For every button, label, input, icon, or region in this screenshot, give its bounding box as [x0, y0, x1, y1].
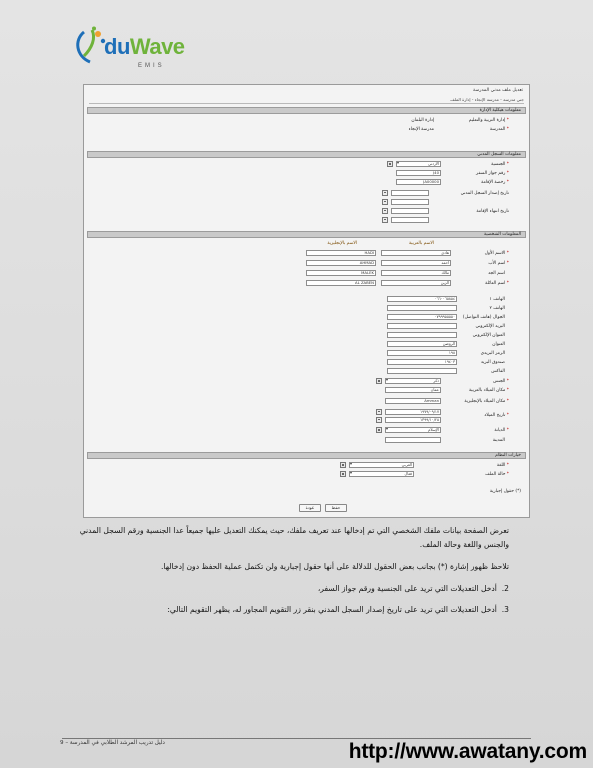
- label-mobile: الجوال (هاتف التواصل): [462, 315, 505, 320]
- father-name-ar-input[interactable]: أحمد: [381, 260, 451, 266]
- first-name-en-input[interactable]: HADI: [306, 250, 376, 256]
- label-phone2: الهاتف ٢: [489, 306, 505, 311]
- paragraph-required-fields: تلاحظ ظهور إشارة (*) بجانب بعض الحقول للدلالة على أنها حقول إجبارية ولن تكتمل عملية الحفظ دون إدخالها.: [161, 562, 509, 571]
- form-title: تعديل ملف مدني المدرسة: [472, 88, 523, 93]
- residence-input[interactable]: JA00000: [396, 179, 441, 185]
- expiry-date-input-2[interactable]: [391, 217, 429, 223]
- pobox-input[interactable]: ١٩٤٠٣: [387, 359, 457, 365]
- step-3-number: 3.: [501, 605, 509, 614]
- postal-code-input[interactable]: ١٩٨: [387, 350, 457, 356]
- birthdate-hijri-calendar-icon[interactable]: [376, 417, 382, 423]
- mobile-input[interactable]: ٠٧٩٩٩٥٥٥٥٠: [387, 314, 457, 320]
- first-name-ar-input[interactable]: هادي: [381, 250, 451, 256]
- label-family-name: * اسم العائلة: [485, 281, 509, 286]
- required-fields-note: (*) حقول إجبارية: [489, 489, 521, 494]
- label-birthplace-en: * مكان الميلاد بالإنجليزية: [464, 399, 509, 404]
- value-school: مدرسة الإنجاء: [408, 127, 434, 132]
- grandfather-name-ar-input[interactable]: مالك: [381, 270, 451, 276]
- issue-date-input[interactable]: [391, 190, 429, 196]
- label-passport: * رقم جواز السفر: [476, 171, 509, 176]
- birthplace-en-input[interactable]: Amman: [385, 398, 441, 404]
- label-pobox: صندوق البريد: [480, 360, 505, 365]
- phone1-input[interactable]: ٠٦٦٠٠٦٥٨٥٤: [387, 296, 457, 302]
- birthdate-calendar-icon[interactable]: [376, 409, 382, 415]
- language-checkbox[interactable]: [340, 462, 346, 468]
- web-address-input[interactable]: [387, 332, 457, 338]
- eduwave-wordmark: [104, 34, 185, 60]
- section-admin-header: معلومات هيكلية الإدارة: [87, 107, 526, 114]
- religion-select[interactable]: ▾ الإسلام: [385, 427, 441, 433]
- gender-select[interactable]: ▾ ذكر: [385, 378, 441, 384]
- birthdate-hijri-input[interactable]: ١٣٩٩/١٠/٢٥: [385, 417, 441, 423]
- step-2-number: 2.: [501, 584, 509, 593]
- step-2: [69, 582, 509, 596]
- section-civil-header: معلومات السجل المدني: [87, 151, 526, 158]
- email-input[interactable]: [387, 323, 457, 329]
- grandfather-name-en-input[interactable]: MALEK: [306, 270, 376, 276]
- file-status-select[interactable]: ▾ فعال: [349, 471, 414, 477]
- column-header-arabic: الاسم بالعربية: [408, 241, 434, 246]
- edit-profile-form-screenshot: [83, 84, 530, 518]
- expiry-date-calendar-icon[interactable]: [382, 208, 388, 214]
- footer-page-label: دليل تدريب المرشد الطلابي في المدرسة – 9: [60, 740, 165, 746]
- label-fax: الفاكس: [491, 369, 505, 374]
- file-status-checkbox[interactable]: [340, 471, 346, 477]
- section-system-header: خيارات النظام: [87, 452, 526, 459]
- label-expiry-date: تاريخ انتهاء الإقامة: [476, 209, 509, 214]
- birthplace-ar-input[interactable]: عمان: [385, 387, 441, 393]
- issue-date-input-2[interactable]: [391, 199, 429, 205]
- step-3-text: أدخل التعديلات التي تريد على تاريخ إصدار السجل المدني بنقر زر التقويم المجاور له، يظهر التقويم التالي:: [167, 605, 497, 614]
- label-city: المدينة: [492, 438, 505, 443]
- father-name-en-input[interactable]: AHMAD: [306, 260, 376, 266]
- label-birthdate: * تاريخ الميلاد: [484, 413, 509, 418]
- label-directorate: * إدارة التربية والتعليم: [468, 118, 509, 123]
- eduwave-logo-icon: [72, 26, 108, 66]
- label-residence: * رخصة الإقامة: [481, 180, 509, 185]
- label-language: * اللغة: [496, 463, 509, 468]
- back-button[interactable]: عودة: [299, 504, 321, 512]
- site-watermark: http://www.awatany.com: [348, 740, 587, 763]
- step-2-text: أدخل التعديلات التي تريد على الجنسية ورقم جواز السفر،: [317, 584, 497, 593]
- save-button[interactable]: حفظ: [325, 504, 347, 512]
- brand-wave: Wave: [129, 34, 185, 59]
- nationality-checkbox[interactable]: [387, 161, 393, 167]
- issue-date-calendar-icon[interactable]: [382, 190, 388, 196]
- label-nationality: * الجنسية: [491, 162, 509, 167]
- eduwave-logo: [72, 22, 202, 82]
- gender-checkbox[interactable]: [376, 378, 382, 384]
- expiry-date-calendar-icon-2[interactable]: [382, 217, 388, 223]
- street-input[interactable]: الروضن: [387, 341, 457, 347]
- language-select[interactable]: ▾ العربي: [349, 462, 414, 468]
- form-breadcrumb: جني مدرسة - مدرسة الإنجاء - إدارة الملف: [89, 97, 524, 104]
- paragraph-intro: تعرض الصفحة بيانات ملفك الشخصي التي تم إدخالها عند تعريف ملفك، حيث يمكنك التعديل عليها جميعاً عدا الجنسية ورقم السجل المدني والجنس واللغة وحالة الملف.: [79, 526, 509, 549]
- label-father-name: * اسم الأب: [488, 261, 509, 266]
- brand-sub: EMIS: [138, 63, 165, 69]
- label-phone1: الهاتف ١: [489, 297, 505, 302]
- city-input[interactable]: [385, 437, 441, 443]
- family-name-ar-input[interactable]: الزبن: [381, 280, 451, 286]
- phone2-input[interactable]: [387, 305, 457, 311]
- step-3: [69, 603, 509, 617]
- passport-input[interactable]: J40: [396, 170, 441, 176]
- label-school: * المدرسة: [489, 127, 509, 132]
- label-email: البريد الإلكتروني: [475, 324, 505, 329]
- brand-du: du: [104, 34, 130, 59]
- footer-divider: [62, 738, 531, 739]
- label-gender: * الجنس: [493, 379, 509, 384]
- issue-date-calendar-icon-2[interactable]: [382, 199, 388, 205]
- label-first-name: * الاسم الأول: [484, 251, 509, 256]
- label-grandfather-name: اسم الجد: [488, 271, 505, 276]
- label-postal-code: الرمز البريدي: [480, 351, 505, 356]
- religion-checkbox[interactable]: [376, 427, 382, 433]
- label-issue-date: تاريخ إصدار السجل المدني: [460, 191, 509, 196]
- label-street: العنوان: [492, 342, 505, 347]
- column-header-english: الاسم بالإنجليزية: [327, 241, 357, 246]
- family-name-en-input[interactable]: AL ZABEN: [306, 280, 376, 286]
- label-religion: * الديانة: [494, 428, 509, 433]
- fax-input[interactable]: [387, 368, 457, 374]
- label-file-status: * حالة الملف: [485, 472, 509, 477]
- value-directorate: إدارة البلمان: [411, 118, 434, 123]
- section-personal-header: المعلومات الشخصية: [87, 231, 526, 238]
- expiry-date-input[interactable]: [391, 208, 429, 214]
- label-birthplace-ar: * مكان الميلاد بالعربية: [468, 388, 509, 393]
- nationality-select[interactable]: ▾ الأردني: [396, 161, 441, 167]
- birthdate-input[interactable]: ١٩٧٩/٠٩/١٧: [385, 409, 441, 415]
- label-web-address: العنوان الإلكتروني: [472, 333, 505, 338]
